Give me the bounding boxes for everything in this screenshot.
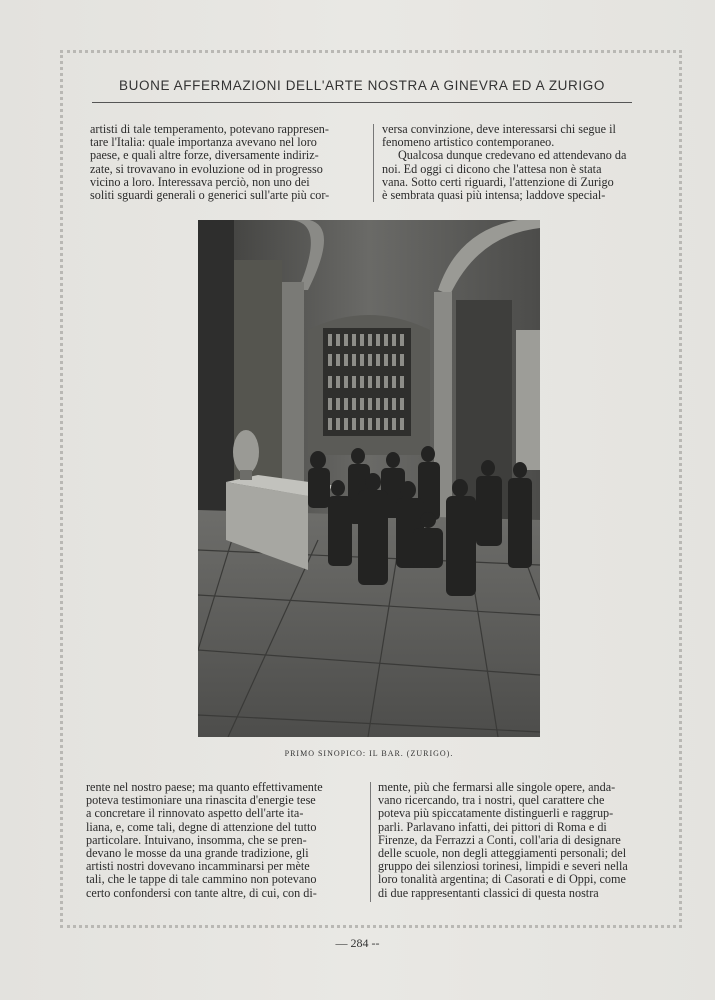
text-line: parli. Parlavano infatti, dei pittori di Roma e di	[378, 819, 607, 834]
text-line: tali, che le tappe di tale cammino non potevano	[86, 872, 317, 887]
text-line: Qualcosa dunque credevano ed attendevano da	[398, 148, 627, 163]
text-line: zate, si trovavano in evoluzione od in progresso	[90, 161, 323, 176]
illustration-caption: PRIMO SINOPICO: IL BAR. (ZURIGO).	[284, 749, 454, 758]
text-line: particolare. Intuivano, insomma, che se pren-	[86, 832, 307, 847]
column-rule	[373, 124, 374, 202]
text-line: delle scuole, non degli atteggiamenti personali; del	[378, 846, 627, 861]
text-line: certo confondersi con tante altre, di cui, con di-	[86, 885, 317, 900]
column-rule	[370, 782, 371, 902]
top-right-column	[382, 123, 660, 202]
text-line: paese, e quali altre forze, diversamente indiriz-	[90, 148, 319, 163]
text-line: liana, e, come tali, degne di attenzione del tutto	[86, 819, 317, 834]
text-line: devano le mosse da una grande tradizione, gli	[86, 846, 309, 861]
text-line: vana. Sotto certi riguardi, l'attenzione di Zurigo	[382, 174, 614, 189]
text-line: mente, più che fermarsi alle singole opere, anda-	[378, 780, 616, 794]
text-line: di due rappresentanti classici di questa nostra	[378, 885, 599, 900]
text-line: artisti di tale temperamento, potevano rappresen-	[90, 122, 329, 136]
running-header: BUONE AFFERMAZIONI DELL'ARTE NOSTRA A GINEVRA ED A ZURIGO	[119, 78, 605, 93]
text-line: artisti nostri dovevano incamminarsi per mète	[86, 859, 310, 874]
text-line: vicino a loro. Interessava perciò, non uno dei	[90, 174, 310, 189]
page-number: — 284 --	[335, 936, 380, 950]
bar-painting-illustration	[198, 220, 540, 737]
text-line: versa convinzione, deve interessarsi chi segue il	[382, 122, 616, 136]
text-line: vano ricercando, tra i nostri, quel carattere che	[378, 793, 605, 808]
header-rule	[92, 102, 632, 103]
top-left-column	[90, 123, 366, 202]
text-line: noi. Ed oggi ci dicono che l'attesa non è stata	[382, 161, 602, 176]
text-line: poteva più spiccatamente distinguerli e raggrup-	[378, 806, 614, 821]
text-line: gruppo dei silenziosi torinesi, limpidi e severi nella	[378, 859, 628, 874]
bottom-left-column	[86, 781, 364, 900]
text-line: soliti sguardi generali o generici sull'arte più cor-	[90, 188, 330, 203]
text-line: tare l'Italia: quale importanza avevano nel loro	[90, 135, 317, 150]
text-line: Firenze, da Ferrazzi a Conti, coll'aria di designare	[378, 832, 621, 847]
text-line: loro tonalità argentina; di Casorati e di Oppi, come	[378, 872, 626, 887]
bottom-right-column	[378, 781, 654, 900]
text-line: fenomeno artistico contemporaneo.	[382, 135, 555, 150]
text-line: a concretare il rinnovato aspetto dell'arte ita-	[86, 806, 304, 821]
text-line: poteva testimoniare una rinascita d'energie tese	[86, 793, 316, 808]
text-line: rente nel nostro paese; ma quanto effettivamente	[86, 780, 323, 794]
text-line: è sembrata quasi più intensa; laddove special-	[382, 188, 606, 203]
